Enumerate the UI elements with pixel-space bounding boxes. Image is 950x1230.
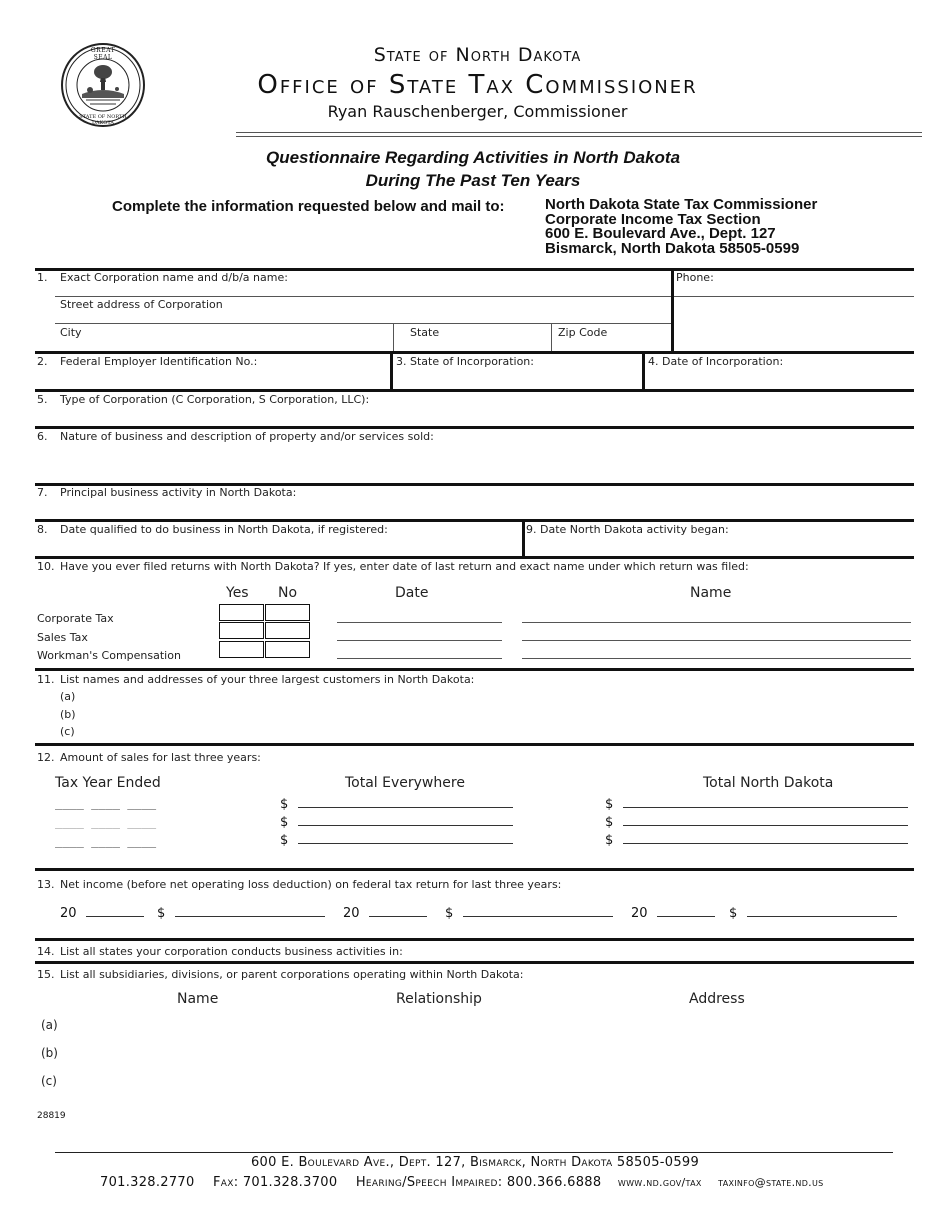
q12-col-total-nd: Total North Dakota: [703, 775, 834, 791]
q13-amount-field[interactable]: [445, 904, 613, 921]
rule: [642, 351, 645, 390]
q12-nd-row[interactable]: [605, 813, 908, 830]
q14-number: 14.: [37, 945, 55, 958]
footer-phone: 701.328.2770: [100, 1175, 195, 1190]
workmans-comp-no-checkbox[interactable]: [265, 641, 310, 658]
workmans-comp-yes-checkbox[interactable]: [219, 641, 264, 658]
dollar-sign: $: [729, 906, 738, 921]
rule: [390, 351, 393, 390]
amount-blank[interactable]: [623, 831, 908, 844]
q12-label: Amount of sales for last three years:: [60, 751, 261, 764]
q15-col-name: Name: [177, 991, 219, 1007]
mail-address: [545, 198, 817, 256]
q13-year-field[interactable]: [343, 904, 427, 921]
q12-year-field[interactable]: ____ ____ ____: [55, 815, 157, 829]
form-number: 28819: [37, 1111, 66, 1121]
q10-row-label: Sales Tax: [37, 631, 88, 644]
q13-year-field[interactable]: [60, 904, 144, 921]
q11-number: 11.: [37, 673, 55, 686]
q9-label: 9. Date North Dakota activity began:: [526, 523, 729, 536]
sales-tax-name-line[interactable]: [522, 640, 911, 641]
q15-col-address: Address: [689, 991, 745, 1007]
q12-year-field[interactable]: ____ ____ ____: [55, 796, 157, 810]
header-rule-2: [236, 136, 922, 137]
amount-blank[interactable]: [623, 813, 908, 826]
sales-tax-no-checkbox[interactable]: [265, 622, 310, 639]
rule: [35, 519, 914, 522]
rule: [55, 296, 674, 297]
amount-blank[interactable]: [175, 904, 325, 917]
year-prefix: 20: [343, 906, 360, 921]
zip-label: Zip Code: [558, 326, 608, 339]
rule: [35, 868, 914, 871]
q7-number: 7.: [37, 486, 48, 499]
q12-nd-row[interactable]: [605, 831, 908, 848]
footer-fax: Fax: 701.328.3700: [213, 1175, 338, 1190]
q10-row-label: Workman's Compensation: [37, 649, 181, 662]
amount-blank[interactable]: [747, 904, 897, 917]
rule: [35, 426, 914, 429]
q15-label: List all subsidiaries, divisions, or parent corporations operating within North Dakota:: [60, 968, 524, 981]
q12-everywhere-row[interactable]: [280, 831, 513, 848]
dollar-sign: $: [280, 797, 289, 812]
state-label: State: [410, 326, 440, 339]
q15-item: (b): [41, 1046, 58, 1060]
footer-rule: [55, 1152, 893, 1153]
q13-amount-field[interactable]: [157, 904, 325, 921]
q12-everywhere-row[interactable]: [280, 795, 513, 812]
q13-label: Net income (before net operating loss deduction) on federal tax return for last three years:: [60, 878, 562, 891]
q10-yes-header: Yes: [226, 585, 249, 601]
q2-number: 2.: [37, 355, 48, 368]
q12-year-field[interactable]: ____ ____ ____: [55, 834, 157, 848]
q10-number: 10.: [37, 560, 55, 573]
header-commissioner: Ryan Rauschenberger, Commissioner: [327, 102, 628, 121]
seal-bottom-text: STATE OF NORTH DAKOTA: [79, 114, 127, 126]
sales-tax-yes-checkbox[interactable]: [219, 622, 264, 639]
year-blank[interactable]: [369, 904, 427, 917]
q1-number: 1.: [37, 271, 48, 284]
seal-top-text: GREAT SEAL: [90, 47, 116, 61]
footer-address: 600 E. Boulevard Ave., Dept. 127, Bismarck, North Dakota 58505-0599: [250, 1155, 700, 1170]
dollar-sign: $: [445, 906, 454, 921]
amount-blank[interactable]: [298, 831, 513, 844]
rule: [393, 323, 394, 353]
rule: [35, 389, 914, 392]
dollar-sign: $: [157, 906, 166, 921]
mail-instruction: Complete the information requested below and mail to:: [112, 198, 505, 215]
q5-label: Type of Corporation (C Corporation, S Corporation, LLC):: [60, 393, 370, 406]
q10-no-header: No: [278, 585, 298, 601]
dollar-sign: $: [605, 815, 614, 830]
header-rule: [236, 132, 922, 133]
city-label: City: [60, 326, 82, 339]
dollar-sign: $: [280, 815, 289, 830]
year-blank[interactable]: [657, 904, 715, 917]
q12-nd-row[interactable]: [605, 795, 908, 812]
q12-col-tax-year: Tax Year Ended: [55, 775, 161, 791]
amount-blank[interactable]: [463, 904, 613, 917]
rule: [35, 556, 914, 559]
amount-blank[interactable]: [298, 795, 513, 808]
dollar-sign: $: [605, 797, 614, 812]
q15-item: (a): [41, 1018, 58, 1032]
rule: [35, 668, 914, 671]
q15-item: (c): [41, 1074, 57, 1088]
rule: [671, 268, 674, 354]
q4-label: 4. Date of Incorporation:: [648, 355, 784, 368]
footer-contacts: [100, 1175, 824, 1190]
rule: [35, 743, 914, 746]
workmans-comp-date-line[interactable]: [337, 658, 502, 659]
year-prefix: 20: [60, 906, 77, 921]
mail-line: 600 E. Boulevard Ave., Dept. 127: [545, 225, 776, 242]
street-label: Street address of Corporation: [60, 298, 223, 311]
q11-item: (b): [60, 708, 76, 721]
q13-number: 13.: [37, 878, 55, 891]
q15-col-relationship: Relationship: [396, 991, 482, 1007]
q11-label: List names and addresses of your three largest customers in North Dakota:: [60, 673, 475, 686]
corporate-tax-name-line[interactable]: [522, 622, 911, 623]
phone-label: Phone:: [676, 271, 714, 284]
rule: [673, 296, 914, 297]
q8-number: 8.: [37, 523, 48, 536]
footer-web[interactable]: www.nd.gov/tax: [617, 1176, 702, 1189]
q10-date-header: Date: [395, 585, 429, 601]
rule: [35, 961, 914, 964]
q10-label: Have you ever filed returns with North Dakota? If yes, enter date of last return and exact name under which return was filed:: [60, 560, 749, 573]
rule: [551, 323, 552, 353]
header-office: Office of State Tax Commissioner: [257, 70, 698, 100]
rule: [55, 323, 674, 324]
form-subtitle: During The Past Ten Years: [365, 171, 581, 190]
q6-label: Nature of business and description of property and/or services sold:: [60, 430, 434, 443]
q3-label: 3. State of Incorporation:: [396, 355, 534, 368]
q11-item: (c): [60, 725, 75, 738]
q12-col-total-everywhere: Total Everywhere: [345, 775, 465, 791]
amount-blank[interactable]: [623, 795, 908, 808]
q8-label: Date qualified to do business in North Dakota, if registered:: [60, 523, 388, 536]
footer-hearing: Hearing/Speech Impaired: 800.366.6888: [355, 1175, 602, 1190]
q6-number: 6.: [37, 430, 48, 443]
q13-year-field[interactable]: [631, 904, 715, 921]
footer-email[interactable]: taxinfo@state.nd.us: [718, 1176, 824, 1189]
year-blank[interactable]: [86, 904, 144, 917]
q10-row-label: Corporate Tax: [37, 612, 114, 625]
rule: [35, 938, 914, 941]
header-state: State of North Dakota: [373, 44, 582, 66]
q14-label: List all states your corporation conducts business activities in:: [60, 945, 403, 958]
corporate-tax-no-checkbox[interactable]: [265, 604, 310, 621]
year-prefix: 20: [631, 906, 648, 921]
rule: [522, 519, 525, 557]
q12-number: 12.: [37, 751, 55, 764]
mail-line: North Dakota State Tax Commissioner: [545, 196, 818, 213]
mail-line: Bismarck, North Dakota 58505-0599: [545, 239, 800, 257]
form-title: Questionnaire Regarding Activities in North Dakota: [265, 148, 681, 167]
dollar-sign: $: [605, 833, 614, 848]
q1-label: Exact Corporation name and d/b/a name:: [60, 271, 288, 284]
mail-line: Corporate Income Tax Section: [545, 210, 761, 228]
q2-label: Federal Employer Identification No.:: [60, 355, 258, 368]
q13-amount-field[interactable]: [729, 904, 897, 921]
corporate-tax-date-line[interactable]: [337, 622, 502, 623]
q15-number: 15.: [37, 968, 55, 981]
q11-item: (a): [60, 690, 76, 703]
workmans-comp-name-line[interactable]: [522, 658, 911, 659]
q10-name-header: Name: [690, 585, 732, 601]
sales-tax-date-line[interactable]: [337, 640, 502, 641]
dollar-sign: $: [280, 833, 289, 848]
q5-number: 5.: [37, 393, 48, 406]
q12-everywhere-row[interactable]: [280, 813, 513, 830]
corporate-tax-yes-checkbox[interactable]: [219, 604, 264, 621]
q7-label: Principal business activity in North Dakota:: [60, 486, 297, 499]
amount-blank[interactable]: [298, 813, 513, 826]
rule: [35, 351, 914, 354]
